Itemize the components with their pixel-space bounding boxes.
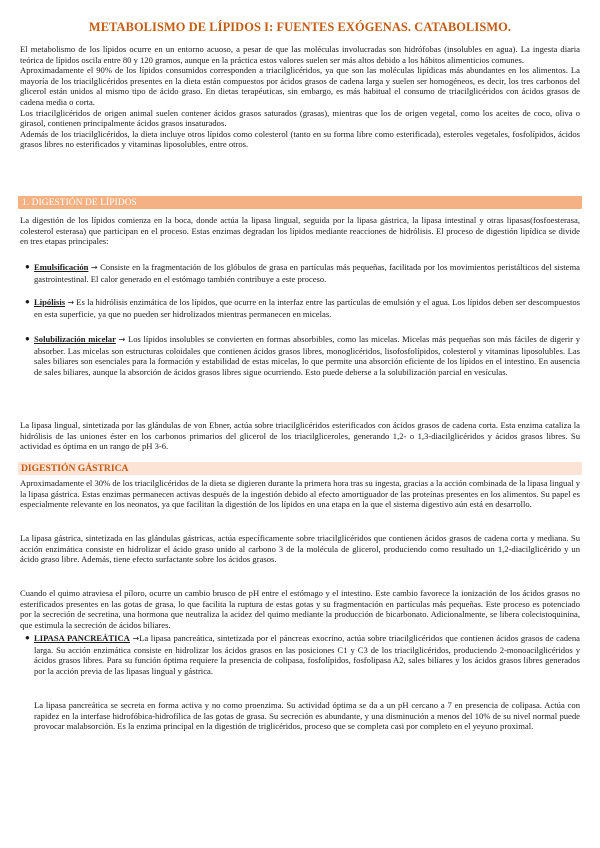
stage-emulsification — [25, 262, 580, 284]
bullet-icon: ● — [25, 334, 30, 343]
lingual-lipase-section — [20, 420, 580, 452]
pancreatic-lipase-term: LIPASA PANCREÁTICA — [34, 633, 130, 643]
document-title: METABOLISMO DE LÍPIDOS I: FUENTES EXÓGENAS. CATABOLISMO. — [88, 20, 512, 34]
bullet-icon: ● — [25, 262, 30, 271]
arrow-icon: → — [90, 263, 98, 272]
bullet-icon: ● — [25, 633, 30, 642]
section-heading-gastric: DIGESTIÓN GÁSTRICA — [18, 462, 582, 475]
bullet-icon: ● — [25, 297, 30, 306]
section-heading-digestion: 1. DIGESTIÓN DE LÍPIDOS — [18, 196, 582, 209]
gastric-paragraph-2: La lipasa gástrica, sintetizada en las glándulas gástricas, actúa específicamente sobre triacilglicéridos que contienen ácidos grasos de cadena corta y mediana. Su acción enzimática consiste en hidrolizar el ácido graso unido al carbono 3 de la molécula de glicerol, produciendo como resultado un 1,2-diacilglicérido y un ácido graso libre. Además, tiene efecto surfactante sobre los ácidos grasos. — [20, 533, 580, 565]
arrow-icon: → — [118, 335, 126, 344]
stage-micellar-solubilization — [25, 334, 580, 377]
digestion-intro-paragraph: La digestión de los lípidos comienza en la boca, donde actúa la lipasa lingual, seguida por la lipasa gástrica, la lipasa intestinal y otras lipasas(fosfoesterasa, colesterol esterasa) que participan en el proceso. Estas enzimas degradan los lípidos mediante reacciones de hidrólisis. El proceso de digestión lipídica se divide en tres etapas principales: — [20, 215, 580, 247]
arrow-icon: → — [67, 298, 75, 307]
stage-term: Solubilización micelar — [34, 334, 116, 344]
gastric-paragraph-1: Aproximadamente el 30% de los triacilglicéridos de la dieta se digieren durante la primera hora tras su ingesta, gracias a la acción combinada de la lipasa lingual y la lipasa gástrica. Estas enzimas permanecen activas después de la ingestión debido al efecto amortiguador de las proteínas presentes en los alimentos. Su papel es especialmente relevante en los neonatos, ya que facilitan la digestión de los lípidos en una etapa en la que el sistema digestivo aún está en desarrollo. — [20, 478, 580, 510]
pancreatic-lipase-text: La lipasa pancreática, sintetizada por el páncreas exocrino, actúa sobre triacilglicéridos que contienen ácidos grasos de cadena larga. Su acción enzimática consiste en hidrolizar los ácidos grasos en las posiciones C1 y C3 de los triacilglicéridos, produciendo 2-monoacilglicéridos y ácidos grasos libres. Para su función óptima requiere la presencia de colipasa, fosfolípidos, fosfolipasa A2, sales biliares y los ácidos grasos libres generados por la acción previa de las lipasas lingual y gástrica. — [34, 633, 580, 676]
intro-paragraph-2: Aproximadamente el 90% de los lípidos consumidos corresponden a triacilglicéridos, ya que son las moléculas lipídicas más abundantes en los alimentos. La mayoría de los triacilglicéridos presentes en la dieta están compuestos por ácidos grasos de cadena larga y suelen ser homogéneos, es decir, los tres carbonos del glicerol están unidos al mismo tipo de ácido graso. En dietas terapéuticas, sin embargo, es más habitual el consumo de triacilglicéridos con ácidos grasos de cadena media o corta. — [20, 65, 580, 107]
digestion-intro — [20, 215, 580, 247]
gastric-paragraph-3-block — [20, 588, 580, 630]
stage-lipolysis — [25, 297, 580, 319]
intro-paragraph-3: Los triacilglicéridos de origen animal suelen contener ácidos grasos saturados (grasas), mientras que los de origen vegetal, como los aceites de coco, oliva o girasol, contienen principalmente ácidos grasos insaturados. — [20, 107, 580, 129]
gastric-paragraph-2-block — [20, 533, 580, 565]
pancreatic-lipase-paragraph-2-block — [34, 700, 580, 732]
lingual-lipase-paragraph: La lipasa lingual, sintetizada por las glándulas de von Ebner, actúa sobre triacilglicéridos esterificados con ácidos grasos de cadena corta. Esta enzima cataliza la hidrólisis de las uniones éster en los carbonos primarios del glicerol de los triacilgliceroles, generando 1,2- o 1,3-diacilglicéridos y ácidos grasos libres. Su actividad es óptima en un rango de pH 3-6. — [20, 420, 580, 452]
stage-text: Es la hidrólisis enzimática de los lípidos, que ocurre en la interfaz entre las partículas de emulsión y el agua. Los lípidos deben ser descompuestos en esta superficie, ya que no pueden ser hidrolizados mientras permanecen en micelas. — [34, 297, 580, 319]
pancreatic-lipase-paragraph-2: La lipasa pancreática se secreta en forma activa y no como proenzima. Su actividad óptima se da a un pH cercano a 7 en presencia de colipasa. Actúa con rapidez en la interfase hidrofóbica-hidrofílica de las gotas de grasa. Su secreción es abundante, y una disminución a menos del 10% de su nivel normal puede provocar malabsorción. Es la enzima principal en la digestión de triglicéridos, proceso que se completa casi por completo en el yeyuno proximal. — [34, 700, 580, 732]
intro-paragraph-4: Además de los triacilglicéridos, la dieta incluye otros lípidos como colesterol (tanto en su forma libre como esterificada), esteroles vegetales, fosfolípidos, ácidos grasos libres no esterificados y vitaminas liposolubles, entre otros. — [20, 128, 580, 150]
intro-paragraph-1: El metabolismo de los lípidos ocurre en un entorno acuoso, a pesar de que las moléculas involucradas son hidrófobas (insolubles en agua). La ingesta diaria teórica de lípidos oscila entre 80 y 120 gramos, aunque en la práctica estos valores suelen ser más altos debido a los hábitos alimenticios comunes. — [20, 44, 580, 65]
gastric-paragraph-3: Cuando el quimo atraviesa el píloro, ocurre un cambio brusco de pH entre el estómago y el intestino. Este cambio favorece la ionización de los ácidos grasos no esterificados presentes en las gotas de grasa, lo que facilita la ruptura de estas gotas y su fragmentación en partículas más pequeñas. Este proceso es potenciado por la secreción de secretina, una hormona que neutraliza la acidez del quimo mediante la producción de bicarbonato. Adicionalmente, se libera colecistoquinina, que estimula la secreción de ácidos biliares. — [20, 588, 580, 630]
pancreatic-lipase-item — [25, 633, 580, 676]
stage-text: Los lípidos insolubles se convierten en formas absorbibles, como las micelas. Micelas más pequeñas son más fáciles de digerir y absorber. Las micelas son estructuras coloidales que contienen ácidos grasos libres, monoglicéridos, lisofosfolípidos, colesterol y vitaminas liposolubles. Las sales biliares son esenciales para la formación y estabilidad de estas micelas, lo que permite una absorción eficiente de los lípidos en el intestino. En ausencia de sales biliares, aunque la absorción de ácidos grasos libres sigue ocurriendo. Esto puede deberse a la solubilización parcial en vesículas. — [34, 334, 580, 377]
intro-section — [20, 44, 580, 150]
stage-term: Emulsificación — [34, 262, 89, 272]
arrow-icon: → — [132, 634, 140, 643]
stage-term: Lipólisis — [34, 297, 66, 307]
stage-text: Consiste en la fragmentación de los glóbulos de grasa en partículas más pequeñas, facilitada por los movimientos peristálticos del sistema gastrointestinal. El calor generado en el estómago también contribuye a este proceso. — [34, 262, 580, 284]
gastric-paragraph-1-block — [20, 478, 580, 510]
